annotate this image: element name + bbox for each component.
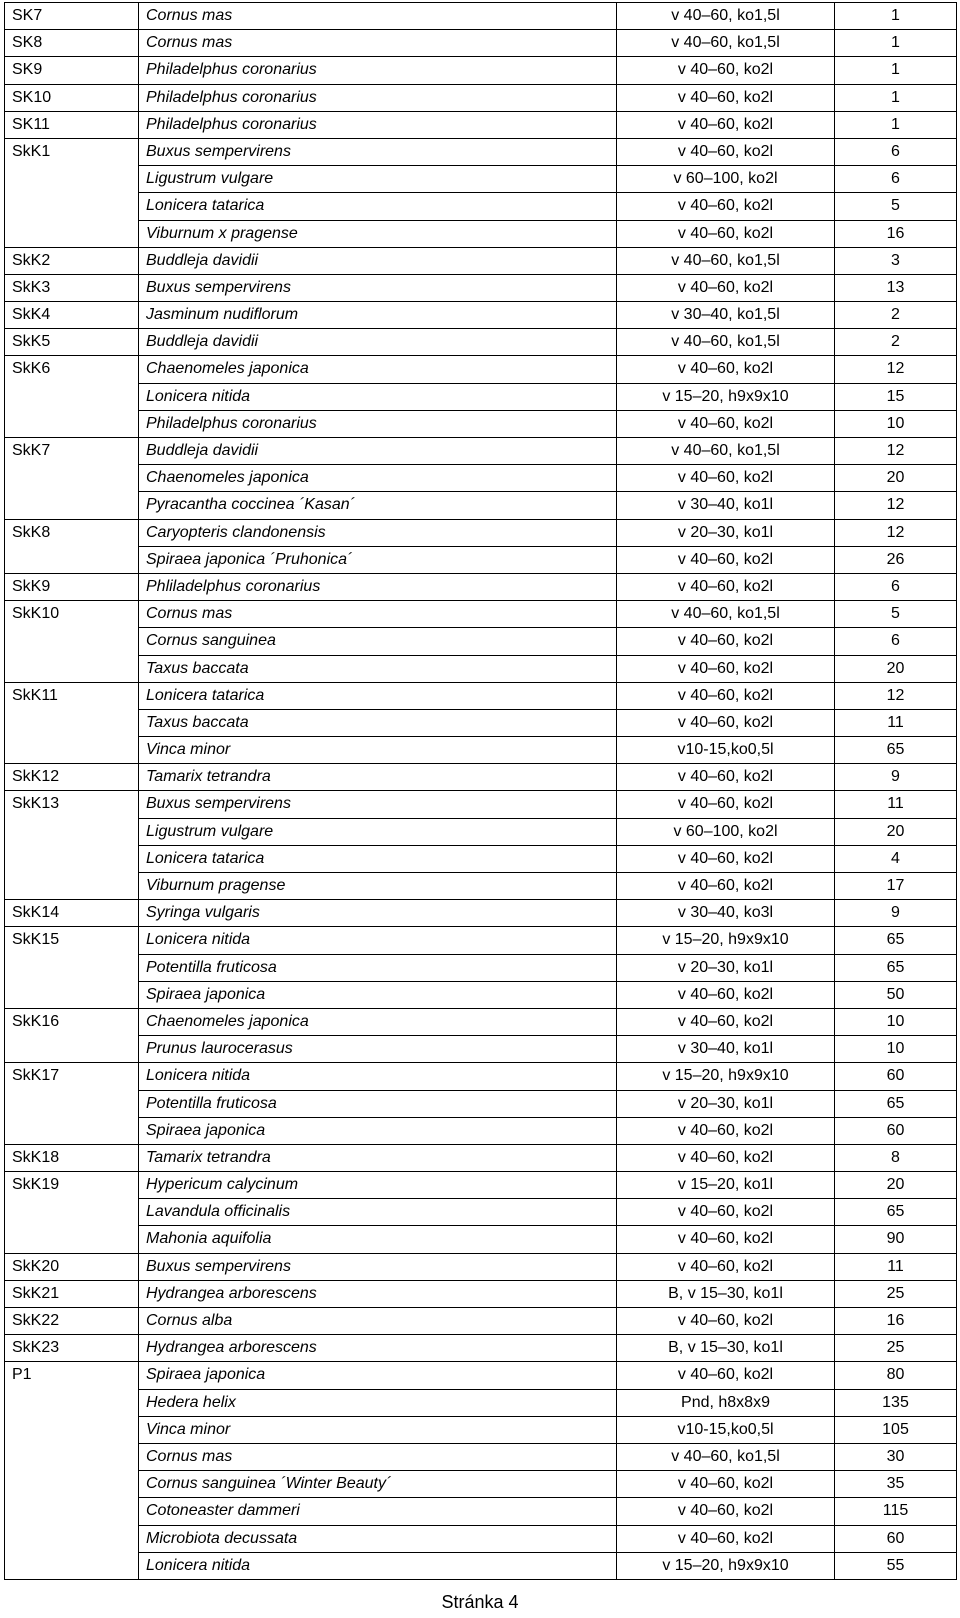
quantity-cell: 16 [835, 1308, 957, 1335]
size-cell: v 40–60, ko1,5l [617, 438, 835, 465]
row-code-cell [5, 1036, 139, 1063]
species-cell: Chaenomeles japonica [139, 465, 617, 492]
quantity-cell: 6 [835, 628, 957, 655]
table-row [5, 1552, 957, 1579]
table-row [5, 1172, 957, 1199]
row-code-cell [5, 1471, 139, 1498]
row-code-cell [5, 492, 139, 519]
table-row [5, 573, 957, 600]
row-code-cell: SkK20 [5, 1253, 139, 1280]
size-cell: v 40–60, ko2l [617, 628, 835, 655]
species-cell: Mahonia aquifolia [139, 1226, 617, 1253]
size-cell: v 30–40, ko1l [617, 492, 835, 519]
size-cell: B, v 15–30, ko1l [617, 1280, 835, 1307]
species-cell: Buxus sempervirens [139, 138, 617, 165]
table-row [5, 274, 957, 301]
quantity-cell: 10 [835, 410, 957, 437]
row-code-cell: SkK3 [5, 274, 139, 301]
table-row [5, 1362, 957, 1389]
row-code-cell [5, 220, 139, 247]
species-cell: Philadelphus coronarius [139, 410, 617, 437]
size-cell: v 40–60, ko2l [617, 764, 835, 791]
table-row [5, 111, 957, 138]
species-cell: Syringa vulgaris [139, 900, 617, 927]
row-code-cell [5, 954, 139, 981]
size-cell: v 40–60, ko2l [617, 410, 835, 437]
table-row [5, 1280, 957, 1307]
species-cell: Chaenomeles japonica [139, 1008, 617, 1035]
row-code-cell [5, 709, 139, 736]
table-row [5, 57, 957, 84]
size-cell: v 20–30, ko1l [617, 1090, 835, 1117]
species-cell: Lonicera tatarica [139, 845, 617, 872]
size-cell: v 30–40, ko1l [617, 1036, 835, 1063]
table-row [5, 410, 957, 437]
species-cell: Hydrangea arborescens [139, 1335, 617, 1362]
quantity-cell: 12 [835, 682, 957, 709]
species-cell: Phliladelphus coronarius [139, 573, 617, 600]
quantity-cell: 10 [835, 1036, 957, 1063]
species-cell: Taxus baccata [139, 655, 617, 682]
species-cell: Lonicera nitida [139, 1552, 617, 1579]
size-cell: v 40–60, ko2l [617, 220, 835, 247]
row-code-cell [5, 655, 139, 682]
row-code-cell [5, 193, 139, 220]
species-cell: Philadelphus coronarius [139, 111, 617, 138]
size-cell: v 40–60, ko2l [617, 356, 835, 383]
quantity-cell: 4 [835, 845, 957, 872]
quantity-cell: 17 [835, 873, 957, 900]
table-row [5, 465, 957, 492]
quantity-cell: 1 [835, 3, 957, 30]
quantity-cell: 11 [835, 1253, 957, 1280]
quantity-cell: 60 [835, 1117, 957, 1144]
size-cell: v 40–60, ko2l [617, 57, 835, 84]
row-code-cell [5, 1552, 139, 1579]
species-cell: Buxus sempervirens [139, 791, 617, 818]
quantity-cell: 11 [835, 709, 957, 736]
species-cell: Ligustrum vulgare [139, 818, 617, 845]
row-code-cell: SkK14 [5, 900, 139, 927]
size-cell: v 40–60, ko2l [617, 1226, 835, 1253]
size-cell: v 15–20, h9x9x10 [617, 1063, 835, 1090]
quantity-cell: 2 [835, 329, 957, 356]
quantity-cell: 50 [835, 981, 957, 1008]
species-cell: Cornus mas [139, 3, 617, 30]
species-cell: Spiraea japonica [139, 981, 617, 1008]
species-cell: Viburnum pragense [139, 873, 617, 900]
row-code-cell: SkK11 [5, 682, 139, 709]
size-cell: v 40–60, ko2l [617, 981, 835, 1008]
quantity-cell: 13 [835, 274, 957, 301]
row-code-cell: SkK19 [5, 1172, 139, 1199]
species-cell: Chaenomeles japonica [139, 356, 617, 383]
size-cell: v 40–60, ko2l [617, 1144, 835, 1171]
table-row [5, 1525, 957, 1552]
table-row [5, 764, 957, 791]
species-cell: Hypericum calycinum [139, 1172, 617, 1199]
quantity-cell: 90 [835, 1226, 957, 1253]
size-cell: v 40–60, ko2l [617, 546, 835, 573]
species-cell: Hydrangea arborescens [139, 1280, 617, 1307]
table-row [5, 546, 957, 573]
row-code-cell [5, 1498, 139, 1525]
table-row [5, 1389, 957, 1416]
row-code-cell: SkK23 [5, 1335, 139, 1362]
species-cell: Ligustrum vulgare [139, 166, 617, 193]
row-code-cell: SK8 [5, 30, 139, 57]
quantity-cell: 60 [835, 1525, 957, 1552]
size-cell: v 40–60, ko2l [617, 111, 835, 138]
species-cell: Cornus mas [139, 601, 617, 628]
table-body [5, 3, 957, 1580]
page-number: Stránka 4 [441, 1592, 519, 1612]
row-code-cell [5, 873, 139, 900]
species-cell: Caryopteris clandonensis [139, 519, 617, 546]
size-cell: Pnd, h8x8x9 [617, 1389, 835, 1416]
planting-schedule-sheet [4, 2, 956, 1580]
table-row [5, 737, 957, 764]
size-cell: v 40–60, ko2l [617, 709, 835, 736]
row-code-cell [5, 546, 139, 573]
table-row [5, 519, 957, 546]
species-cell: Cotoneaster dammeri [139, 1498, 617, 1525]
quantity-cell: 65 [835, 737, 957, 764]
species-cell: Vinca minor [139, 737, 617, 764]
quantity-cell: 20 [835, 655, 957, 682]
quantity-cell: 30 [835, 1443, 957, 1470]
species-cell: Pyracantha coccinea ´Kasan´ [139, 492, 617, 519]
species-cell: Philadelphus coronarius [139, 84, 617, 111]
table-row [5, 3, 957, 30]
quantity-cell: 11 [835, 791, 957, 818]
size-cell: v 40–60, ko2l [617, 682, 835, 709]
species-cell: Viburnum x pragense [139, 220, 617, 247]
row-code-cell [5, 737, 139, 764]
quantity-cell: 60 [835, 1063, 957, 1090]
size-cell: v 20–30, ko1l [617, 519, 835, 546]
size-cell: v 40–60, ko2l [617, 1498, 835, 1525]
table-row [5, 628, 957, 655]
planting-table [4, 2, 957, 1580]
row-code-cell: SkK6 [5, 356, 139, 383]
table-row [5, 220, 957, 247]
row-code-cell [5, 1443, 139, 1470]
species-cell: Microbiota decussata [139, 1525, 617, 1552]
quantity-cell: 1 [835, 57, 957, 84]
row-code-cell [5, 818, 139, 845]
size-cell: v 40–60, ko2l [617, 573, 835, 600]
species-cell: Cornus mas [139, 1443, 617, 1470]
table-row [5, 1036, 957, 1063]
row-code-cell: SkK17 [5, 1063, 139, 1090]
table-row [5, 655, 957, 682]
size-cell: v 40–60, ko1,5l [617, 1443, 835, 1470]
quantity-cell: 6 [835, 166, 957, 193]
species-cell: Spiraea japonica [139, 1117, 617, 1144]
table-row [5, 84, 957, 111]
quantity-cell: 5 [835, 601, 957, 628]
size-cell: v 40–60, ko2l [617, 1362, 835, 1389]
quantity-cell: 6 [835, 138, 957, 165]
table-row [5, 193, 957, 220]
quantity-cell: 2 [835, 302, 957, 329]
row-code-cell: SkK18 [5, 1144, 139, 1171]
species-cell: Cornus alba [139, 1308, 617, 1335]
row-code-cell [5, 981, 139, 1008]
row-code-cell: SkK13 [5, 791, 139, 818]
size-cell: v 60–100, ko2l [617, 166, 835, 193]
table-row [5, 1144, 957, 1171]
row-code-cell [5, 383, 139, 410]
table-row [5, 709, 957, 736]
quantity-cell: 10 [835, 1008, 957, 1035]
quantity-cell: 12 [835, 438, 957, 465]
row-code-cell: SkK22 [5, 1308, 139, 1335]
quantity-cell: 1 [835, 30, 957, 57]
quantity-cell: 8 [835, 1144, 957, 1171]
row-code-cell [5, 1090, 139, 1117]
size-cell: v 20–30, ko1l [617, 954, 835, 981]
quantity-cell: 9 [835, 764, 957, 791]
quantity-cell: 20 [835, 818, 957, 845]
row-code-cell: SK9 [5, 57, 139, 84]
table-row [5, 1253, 957, 1280]
size-cell: v 40–60, ko2l [617, 1008, 835, 1035]
table-row [5, 247, 957, 274]
size-cell: v 30–40, ko1,5l [617, 302, 835, 329]
species-cell: Lonicera tatarica [139, 682, 617, 709]
species-cell: Lavandula officinalis [139, 1199, 617, 1226]
table-row [5, 981, 957, 1008]
species-cell: Potentilla fruticosa [139, 954, 617, 981]
table-row [5, 1335, 957, 1362]
species-cell: Buxus sempervirens [139, 1253, 617, 1280]
species-cell: Jasminum nudiflorum [139, 302, 617, 329]
species-cell: Spiraea japonica ´Pruhonica´ [139, 546, 617, 573]
quantity-cell: 1 [835, 84, 957, 111]
quantity-cell: 6 [835, 573, 957, 600]
row-code-cell: SkK12 [5, 764, 139, 791]
size-cell: v 40–60, ko2l [617, 138, 835, 165]
row-code-cell: SkK9 [5, 573, 139, 600]
quantity-cell: 12 [835, 492, 957, 519]
row-code-cell: SK7 [5, 3, 139, 30]
table-row [5, 1090, 957, 1117]
species-cell: Hedera helix [139, 1389, 617, 1416]
quantity-cell: 26 [835, 546, 957, 573]
species-cell: Prunus laurocerasus [139, 1036, 617, 1063]
size-cell: v 15–20, h9x9x10 [617, 1552, 835, 1579]
size-cell: v 40–60, ko2l [617, 1253, 835, 1280]
table-row [5, 791, 957, 818]
row-code-cell [5, 410, 139, 437]
row-code-cell [5, 1226, 139, 1253]
species-cell: Buxus sempervirens [139, 274, 617, 301]
size-cell: v 40–60, ko1,5l [617, 601, 835, 628]
size-cell: v 60–100, ko2l [617, 818, 835, 845]
size-cell: v 40–60, ko2l [617, 873, 835, 900]
row-code-cell: SK10 [5, 84, 139, 111]
table-row [5, 1471, 957, 1498]
size-cell: v 30–40, ko3l [617, 900, 835, 927]
size-cell: v 40–60, ko2l [617, 845, 835, 872]
table-row [5, 329, 957, 356]
row-code-cell: SkK7 [5, 438, 139, 465]
size-cell: v 40–60, ko2l [617, 1308, 835, 1335]
quantity-cell: 12 [835, 356, 957, 383]
row-code-cell: SkK15 [5, 927, 139, 954]
table-row [5, 1416, 957, 1443]
species-cell: Lonicera nitida [139, 383, 617, 410]
row-code-cell [5, 1117, 139, 1144]
table-row [5, 1008, 957, 1035]
quantity-cell: 12 [835, 519, 957, 546]
quantity-cell: 135 [835, 1389, 957, 1416]
row-code-cell [5, 1389, 139, 1416]
quantity-cell: 105 [835, 1416, 957, 1443]
species-cell: Tamarix tetrandra [139, 1144, 617, 1171]
table-row [5, 927, 957, 954]
row-code-cell: SkK16 [5, 1008, 139, 1035]
row-code-cell: SkK10 [5, 601, 139, 628]
row-code-cell [5, 166, 139, 193]
table-row [5, 1117, 957, 1144]
row-code-cell: SkK1 [5, 138, 139, 165]
size-cell: v 40–60, ko2l [617, 1525, 835, 1552]
size-cell: v 40–60, ko1,5l [617, 329, 835, 356]
species-cell: Philadelphus coronarius [139, 57, 617, 84]
quantity-cell: 25 [835, 1280, 957, 1307]
species-cell: Tamarix tetrandra [139, 764, 617, 791]
size-cell: v 40–60, ko2l [617, 1117, 835, 1144]
table-row [5, 138, 957, 165]
quantity-cell: 65 [835, 1090, 957, 1117]
quantity-cell: 35 [835, 1471, 957, 1498]
row-code-cell [5, 1416, 139, 1443]
row-code-cell: P1 [5, 1362, 139, 1389]
species-cell: Buddleja davidii [139, 329, 617, 356]
quantity-cell: 1 [835, 111, 957, 138]
row-code-cell: SkK4 [5, 302, 139, 329]
size-cell: v 40–60, ko1,5l [617, 30, 835, 57]
row-code-cell: SkK21 [5, 1280, 139, 1307]
species-cell: Buddleja davidii [139, 247, 617, 274]
size-cell: v 15–20, h9x9x10 [617, 383, 835, 410]
species-cell: Cornus mas [139, 30, 617, 57]
table-row [5, 845, 957, 872]
size-cell: v10-15,ko0,5l [617, 737, 835, 764]
size-cell: v 40–60, ko2l [617, 655, 835, 682]
size-cell: v 40–60, ko2l [617, 1471, 835, 1498]
quantity-cell: 65 [835, 927, 957, 954]
quantity-cell: 80 [835, 1362, 957, 1389]
table-row [5, 682, 957, 709]
quantity-cell: 55 [835, 1552, 957, 1579]
species-cell: Lonicera nitida [139, 1063, 617, 1090]
quantity-cell: 115 [835, 1498, 957, 1525]
size-cell: v 40–60, ko2l [617, 84, 835, 111]
row-code-cell: SkK2 [5, 247, 139, 274]
row-code-cell [5, 1199, 139, 1226]
size-cell: v 15–20, ko1l [617, 1172, 835, 1199]
table-row [5, 1199, 957, 1226]
row-code-cell: SK11 [5, 111, 139, 138]
size-cell: v 15–20, h9x9x10 [617, 927, 835, 954]
species-cell: Lonicera nitida [139, 927, 617, 954]
species-cell: Vinca minor [139, 1416, 617, 1443]
table-row [5, 356, 957, 383]
quantity-cell: 16 [835, 220, 957, 247]
size-cell: v 40–60, ko1,5l [617, 247, 835, 274]
table-row [5, 383, 957, 410]
species-cell: Cornus sanguinea ´Winter Beauty´ [139, 1471, 617, 1498]
row-code-cell [5, 1525, 139, 1552]
size-cell: v 40–60, ko2l [617, 274, 835, 301]
quantity-cell: 5 [835, 193, 957, 220]
table-row [5, 30, 957, 57]
size-cell: v 40–60, ko2l [617, 465, 835, 492]
row-code-cell [5, 628, 139, 655]
quantity-cell: 65 [835, 1199, 957, 1226]
quantity-cell: 15 [835, 383, 957, 410]
species-cell: Potentilla fruticosa [139, 1090, 617, 1117]
size-cell: v10-15,ko0,5l [617, 1416, 835, 1443]
table-row [5, 954, 957, 981]
table-row [5, 302, 957, 329]
table-row [5, 1443, 957, 1470]
table-row [5, 1226, 957, 1253]
row-code-cell [5, 845, 139, 872]
row-code-cell [5, 465, 139, 492]
row-code-cell: SkK5 [5, 329, 139, 356]
size-cell: B, v 15–30, ko1l [617, 1335, 835, 1362]
table-row [5, 900, 957, 927]
table-row [5, 1308, 957, 1335]
row-code-cell: SkK8 [5, 519, 139, 546]
size-cell: v 40–60, ko1,5l [617, 3, 835, 30]
quantity-cell: 65 [835, 954, 957, 981]
table-row [5, 1063, 957, 1090]
species-cell: Lonicera tatarica [139, 193, 617, 220]
quantity-cell: 3 [835, 247, 957, 274]
table-row [5, 1498, 957, 1525]
table-row [5, 873, 957, 900]
table-row [5, 166, 957, 193]
size-cell: v 40–60, ko2l [617, 193, 835, 220]
size-cell: v 40–60, ko2l [617, 791, 835, 818]
table-row [5, 818, 957, 845]
species-cell: Spiraea japonica [139, 1362, 617, 1389]
quantity-cell: 20 [835, 465, 957, 492]
quantity-cell: 25 [835, 1335, 957, 1362]
species-cell: Taxus baccata [139, 709, 617, 736]
species-cell: Cornus sanguinea [139, 628, 617, 655]
table-row [5, 601, 957, 628]
table-row [5, 492, 957, 519]
species-cell: Buddleja davidii [139, 438, 617, 465]
size-cell: v 40–60, ko2l [617, 1199, 835, 1226]
quantity-cell: 20 [835, 1172, 957, 1199]
table-row [5, 438, 957, 465]
quantity-cell: 9 [835, 900, 957, 927]
